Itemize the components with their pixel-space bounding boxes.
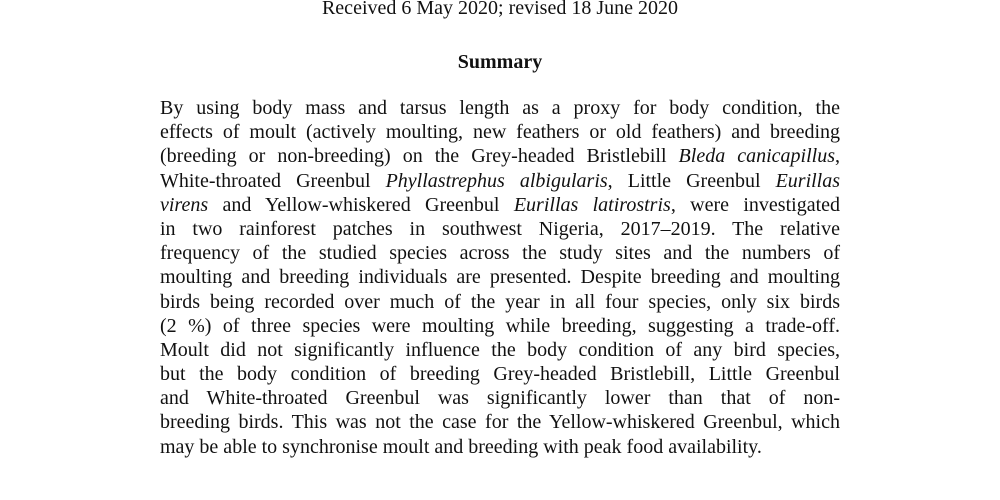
summary-text: in two rainforest patches in southwest Nigeria, 2017–2019. The relative — [160, 217, 840, 240]
summary-text: White-throated Greenbul — [160, 169, 386, 192]
species-name: virens — [160, 193, 209, 216]
species-name: Eurillas latirostris — [513, 193, 671, 216]
summary-text: may be able to synchronise moult and breeding with peak food availability. — [160, 435, 762, 458]
summary-line — [160, 96, 840, 120]
summary-text: (breeding or non-breeding) on the Grey-headed Bristlebill — [160, 145, 679, 168]
summary-text: and White-throated Greenbul was significantly lower than that of non- — [160, 387, 840, 410]
summary-text: moulting and breeding individuals are presented. Despite breeding and moulting — [160, 266, 840, 289]
summary-text: breeding birds. This was not the case for the Yellow-whiskered Greenbul, which — [160, 411, 840, 434]
summary-line — [160, 144, 840, 168]
summary-line — [160, 217, 840, 241]
summary-line — [160, 410, 840, 434]
summary-line — [160, 338, 840, 362]
species-name: Phyllastrephus albigularis — [385, 169, 608, 192]
summary-text: Moult did not significantly influence the body condition of any bird species, — [160, 338, 840, 361]
summary-line — [160, 169, 840, 193]
summary-line — [160, 386, 840, 410]
summary-text: , were investigated — [670, 193, 841, 216]
summary-text: effects of moult (actively moulting, new feathers or old feathers) and breeding — [160, 121, 840, 144]
summary-text: (2 %) of three species were moulting while breeding, suggesting a trade-off. — [160, 314, 840, 337]
summary-text: but the body condition of breeding Grey-headed Bristlebill, Little Greenbul — [160, 363, 840, 386]
summary-text: birds being recorded over much of the year in all four species, only six birds — [160, 290, 840, 313]
summary-paragraph — [160, 96, 840, 459]
summary-line — [160, 290, 840, 314]
summary-text: , Little Greenbul — [607, 169, 776, 192]
summary-line — [160, 193, 840, 217]
summary-line — [160, 362, 840, 386]
summary-line — [160, 435, 840, 459]
species-name: Eurillas — [775, 169, 841, 192]
species-name: Bleda canicapillus — [678, 145, 835, 168]
summary-line — [160, 241, 840, 265]
summary-line — [160, 120, 840, 144]
summary-text: and Yellow-whiskered Greenbul — [208, 193, 514, 216]
received-revised-dates: Received 6 May 2020; revised 18 June 2020 — [321, 0, 679, 19]
summary-text: frequency of the studied species across the study sites and the numbers of — [160, 242, 840, 265]
summary-text: , — [835, 145, 840, 168]
summary-text: By using body mass and tarsus length as a proxy for body condition, the — [160, 97, 840, 119]
summary-line — [160, 265, 840, 289]
summary-line — [160, 314, 840, 338]
summary-heading: Summary — [457, 51, 543, 73]
